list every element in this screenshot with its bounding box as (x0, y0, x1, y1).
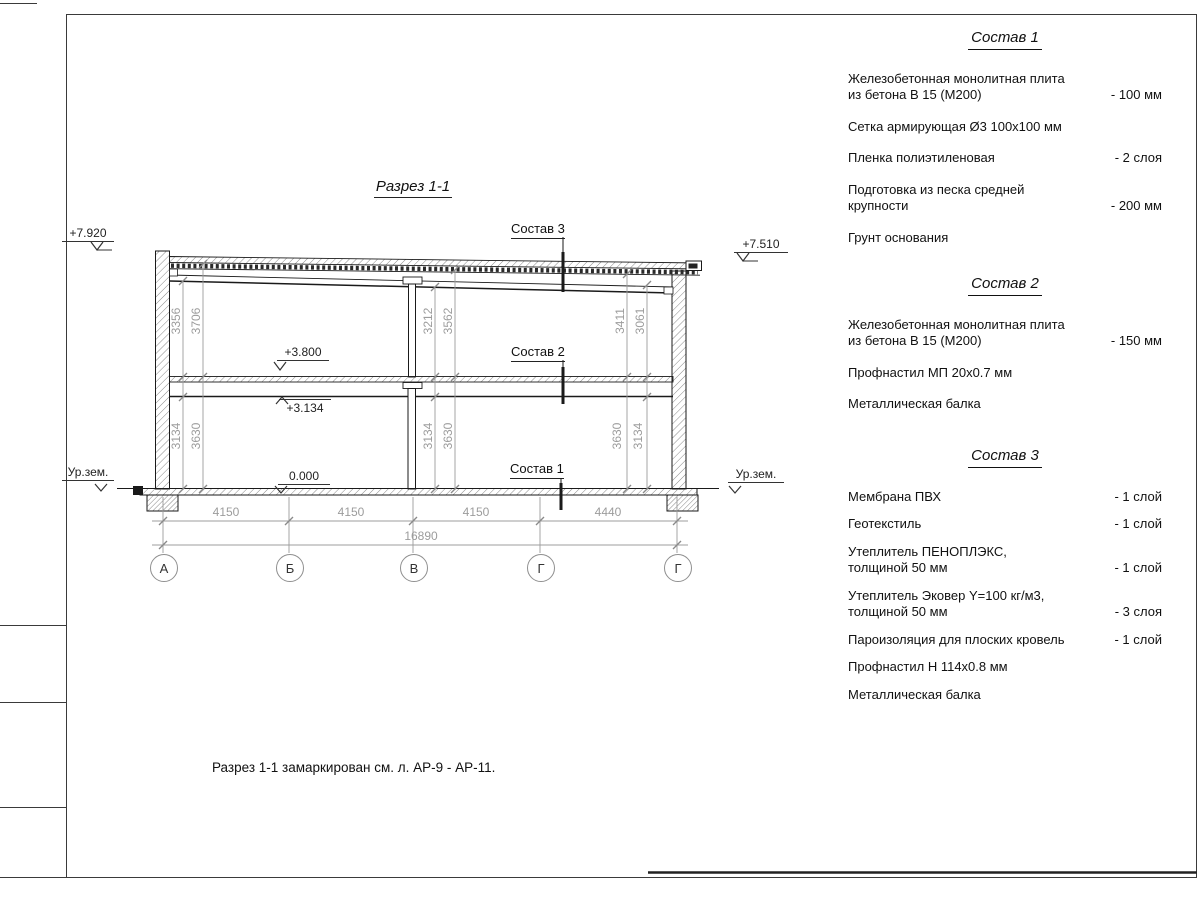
ground-level-label-left: Ур.зем. (62, 465, 114, 481)
elevation-beam-bottom: +3.134 (279, 399, 331, 415)
axis-bubble-g1: Г (527, 554, 555, 582)
vdim-mid-up-1: 3212 (421, 307, 435, 335)
drawing-title: Разрез 1-1 (374, 178, 452, 198)
column-lower (408, 389, 416, 490)
label-sostav2: Состав 2 (511, 344, 565, 362)
vdim-mid-low-1: 3134 (421, 422, 435, 450)
vdim-mid-low-2: 3630 (441, 422, 455, 450)
left-footing (147, 495, 178, 511)
vdim-left-low-2: 3630 (189, 422, 203, 450)
axis-bubble-g2: Г (664, 554, 692, 582)
elevation-roof-left: +7.920 (62, 226, 114, 242)
reference-note: Разрез 1-1 замаркирован см. л. АР-9 - АР-11. (212, 760, 496, 775)
right-footing (667, 495, 698, 511)
ground-level-label-right: Ур.зем. (728, 467, 784, 483)
label-sostav3: Состав 3 (511, 221, 565, 239)
slab-edge-block (133, 486, 143, 495)
hdim-span-2: 4150 (337, 505, 365, 519)
hdim-span-1: 4150 (212, 505, 240, 519)
list-item: Профнастил Н 114х0.8 мм (848, 659, 1008, 674)
sostav3-list (848, 448, 1162, 703)
right-wall (672, 271, 686, 489)
vdim-right-up-1: 3411 (613, 308, 627, 334)
list-item: Геотекстиль - 1 слой (848, 516, 1162, 531)
elevation-zero: 0.000 (278, 469, 330, 485)
vdim-left-up-2: 3706 (189, 307, 203, 335)
list-item: Подготовка из песка средней крупности - 200 мм (848, 181, 1162, 213)
list-item: Мембрана ПВХ - 1 слой (848, 488, 1162, 504)
column-top-cap (403, 277, 422, 284)
building-section (117, 251, 719, 511)
label-sostav1: Состав 1 (510, 461, 564, 479)
vdim-left-up-1: 3356 (169, 307, 183, 335)
vdim-right-low-2: 3134 (631, 422, 645, 450)
vdim-right-low-1: 3630 (610, 422, 624, 450)
hdim-total: 16890 (404, 529, 438, 543)
vdim-right-up-2: 3061 (633, 307, 647, 335)
elevation-roof-right: +7.510 (734, 237, 788, 253)
elevation-floor-top: +3.800 (277, 345, 329, 361)
hdim-span-4: 4440 (594, 505, 622, 519)
sostav2-heading: Состав 2 (848, 276, 1162, 293)
sostav1-heading: Состав 1 (848, 30, 1162, 47)
sostav2-list (848, 276, 1162, 413)
column-mid-cap (403, 383, 422, 389)
axis-bubble-v: В (400, 554, 428, 582)
hdim-span-3: 4150 (462, 505, 490, 519)
ground-slab (140, 489, 697, 496)
list-item: Утеплитель Эковер Y=100 кг/м3, толщиной 50 мм - 3 слоя (848, 587, 1162, 619)
axis-bubble-b: Б (276, 554, 304, 582)
list-item: Грунт основания (848, 229, 949, 245)
list-item: Сетка армирующая Ø3 100х100 мм (848, 118, 1062, 134)
list-item: Металлическая балка (848, 396, 981, 411)
list-item: Железобетонная монолитная плита из бетона В 15 (М200) - 150 мм (848, 316, 1162, 348)
list-item: Пароизоляция для плоских кровель - 1 слой (848, 631, 1162, 647)
vdim-mid-up-2: 3562 (441, 307, 455, 335)
list-item: Железобетонная монолитная плита из бетона В 15 (М200) - 100 мм (848, 70, 1162, 102)
list-item: Утеплитель ПЕНОПЛЭКС, толщиной 50 мм - 1 слой (848, 543, 1162, 575)
sostav3-heading: Состав 3 (848, 448, 1162, 465)
list-item: Пленка полиэтиленовая - 2 слоя (848, 150, 1162, 165)
column-upper (409, 284, 416, 377)
left-wall (156, 251, 170, 489)
sostav1-list (848, 30, 1162, 246)
list-item: Металлическая балка (848, 686, 981, 702)
vdim-left-low-1: 3134 (169, 422, 183, 450)
floor-slab (170, 377, 674, 383)
axis-bubble-a: А (150, 554, 178, 582)
list-item: Профнастил МП 20х0.7 мм (848, 364, 1013, 380)
